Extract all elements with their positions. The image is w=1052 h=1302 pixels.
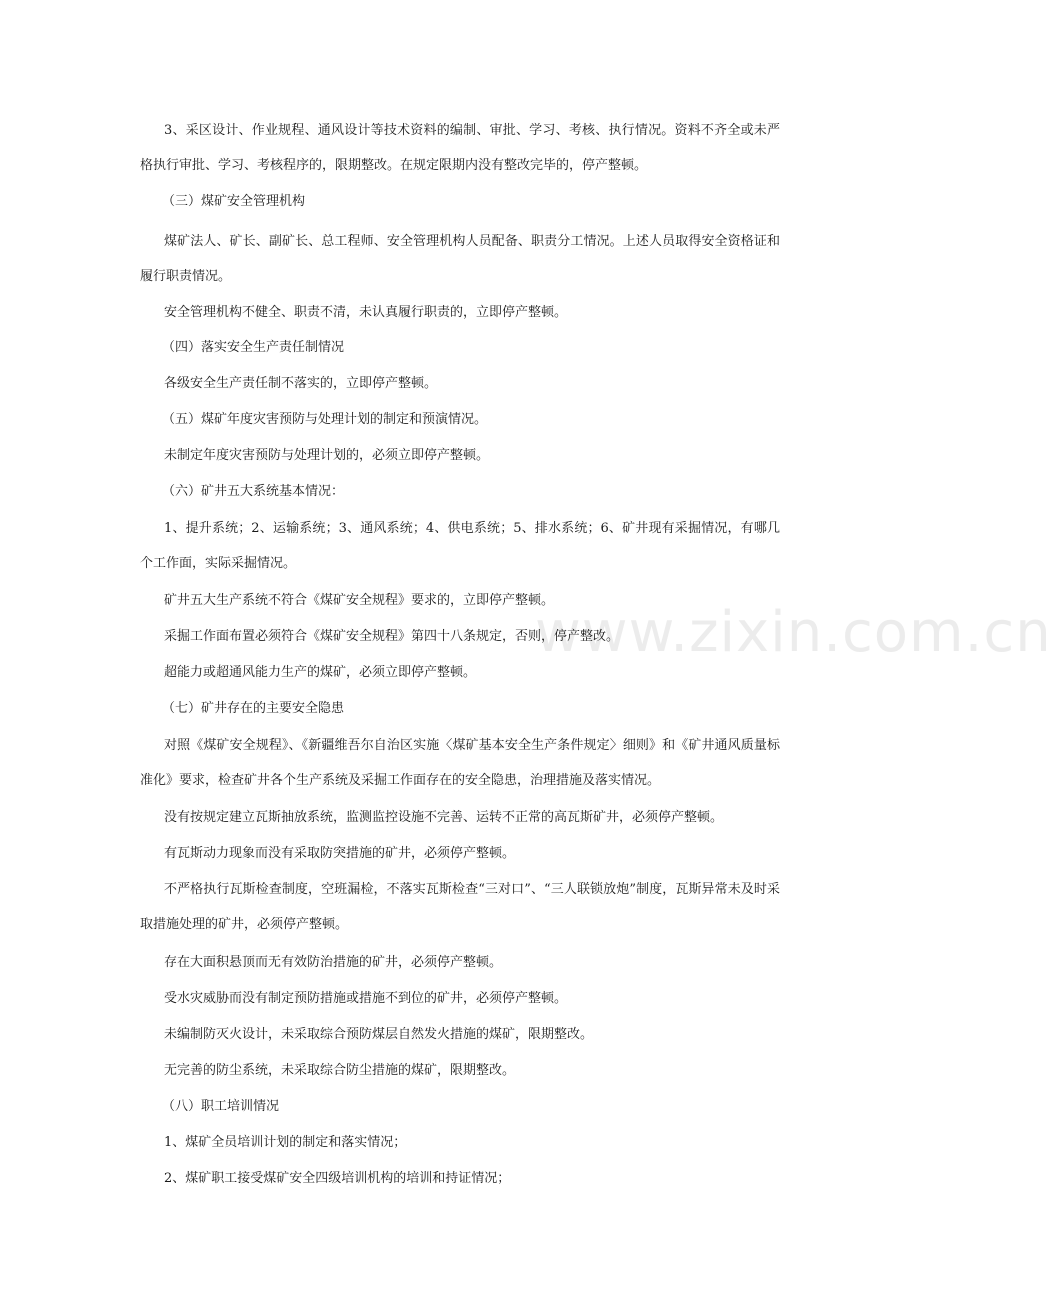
paragraph-18: 1、煤矿全员培训计划的制定和落实情况； — [164, 1135, 407, 1150]
section-heading-8: （八）职工培训情况 — [162, 1099, 280, 1114]
paragraph-19: 2、煤矿职工接受煤矿安全四级培训机构的培训和持证情况； — [164, 1171, 511, 1186]
watermark: www.zixin.com.cn — [535, 600, 1052, 665]
paragraph-5: 未制定年度灾害预防与处理计划的，必须立即停产整顿。 — [164, 448, 490, 463]
paragraph-13: 不严格执行瓦斯检查制度，空班漏检，不落实瓦斯检查“三对口”、“三人联锁放炮”制度，瓦斯异常未及时采取措施处理的矿井，必须停产整顿。 — [140, 882, 780, 932]
paragraph-9: 超能力或超通风能力生产的煤矿，必须立即停产整顿。 — [164, 665, 477, 680]
section-heading-3: （三）煤矿安全管理机构 — [162, 194, 306, 209]
paragraph-4: 各级安全生产责任制不落实的，立即停产整顿。 — [164, 376, 438, 391]
paragraph-16: 未编制防灭火设计，未采取综合预防煤层自然发火措施的煤矿，限期整改。 — [164, 1027, 594, 1042]
paragraph-12: 有瓦斯动力现象而没有采取防突措施的矿井，必须停产整顿。 — [164, 846, 516, 861]
section-heading-5: （五）煤矿年度灾害预防与处理计划的制定和预演情况。 — [162, 412, 488, 427]
paragraph-6: 1、提升系统；2、运输系统；3、通风系统；4、供电系统；5、排水系统；6、矿井现有采掘情况，有哪几个工作面，实际采掘情况。 — [140, 521, 780, 571]
paragraph-17: 无完善的防尘系统，未采取综合防尘措施的煤矿，限期整改。 — [164, 1063, 516, 1078]
paragraph-3: 安全管理机构不健全、职责不清，未认真履行职责的，立即停产整顿。 — [164, 305, 568, 320]
section-heading-4: （四）落实安全生产责任制情况 — [162, 340, 345, 355]
paragraph-15: 受水灾威胁而没有制定预防措施或措施不到位的矿井，必须停产整顿。 — [164, 991, 568, 1006]
paragraph-11: 没有按规定建立瓦斯抽放系统，监测监控设施不完善、运转不正常的高瓦斯矿井，必须停产整顿。 — [164, 810, 724, 825]
section-heading-6: （六）矿井五大系统基本情况： — [162, 484, 345, 499]
paragraph-2: 煤矿法人、矿长、副矿长、总工程师、安全管理机构人员配备、职责分工情况。上述人员取得安全资格证和履行职责情况。 — [140, 234, 780, 284]
paragraph-1: 3、采区设计、作业规程、通风设计等技术资料的编制、审批、学习、考核、执行情况。资料不齐全或未严格执行审批、学习、考核程序的，限期整改。在规定限期内没有整改完毕的，停产整顿。 — [140, 123, 780, 173]
paragraph-14: 存在大面积悬顶而无有效防治措施的矿井，必须停产整顿。 — [164, 955, 503, 970]
paragraph-10: 对照《煤矿安全规程》、《新疆维吾尔自治区实施〈煤矿基本安全生产条件规定〉细则》和《矿井通风质量标准化》要求，检查矿井各个生产系统及采掘工作面存在的安全隐患，治理措施及落实情况。 — [140, 738, 780, 788]
section-heading-7: （七）矿井存在的主要安全隐患 — [162, 701, 345, 716]
paragraph-8: 采掘工作面布置必须符合《煤矿安全规程》第四十八条规定，否则，停产整改。 — [164, 629, 620, 644]
paragraph-7: 矿井五大生产系统不符合《煤矿安全规程》要求的，立即停产整顿。 — [164, 593, 555, 608]
